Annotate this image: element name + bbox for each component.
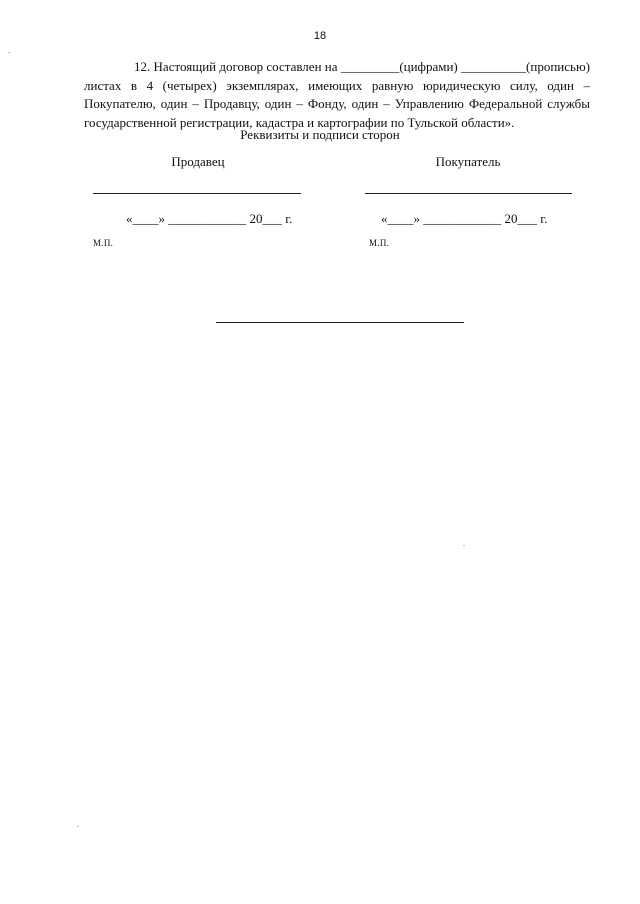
seller-date-line: «____» ____________ 20___ г.: [126, 211, 293, 226]
seller-stamp-label: М.П.: [93, 238, 114, 248]
seller-signature-line: [93, 193, 301, 194]
scan-speck: [8, 52, 10, 53]
page-number: 18: [313, 30, 327, 42]
seller-title: Продавец: [171, 154, 225, 169]
clause-12: [84, 58, 590, 132]
buyer-stamp-label: М.П.: [369, 238, 390, 248]
scan-speck: [77, 826, 79, 827]
clause-12-text: 12. Настоящий договор составлен на _________(цифрами) __________(прописью) листах в 4 (четырех) экземплярах, имеющих равную юридическую силу, один – Покупателю, один – Продавцу, один – Фонду, один – Управлению Федеральной службы государственной регистрации, кадастра и картографии по Тульской области».: [84, 59, 590, 130]
buyer-date-line: «____» ____________ 20___ г.: [381, 211, 548, 226]
closing-separator-line: [216, 322, 464, 323]
buyer-title: Покупатель: [435, 154, 501, 169]
buyer-signature-line: [365, 193, 572, 194]
scan-speck: [463, 545, 465, 546]
signatures-heading: Реквизиты и подписи сторон: [240, 127, 400, 142]
